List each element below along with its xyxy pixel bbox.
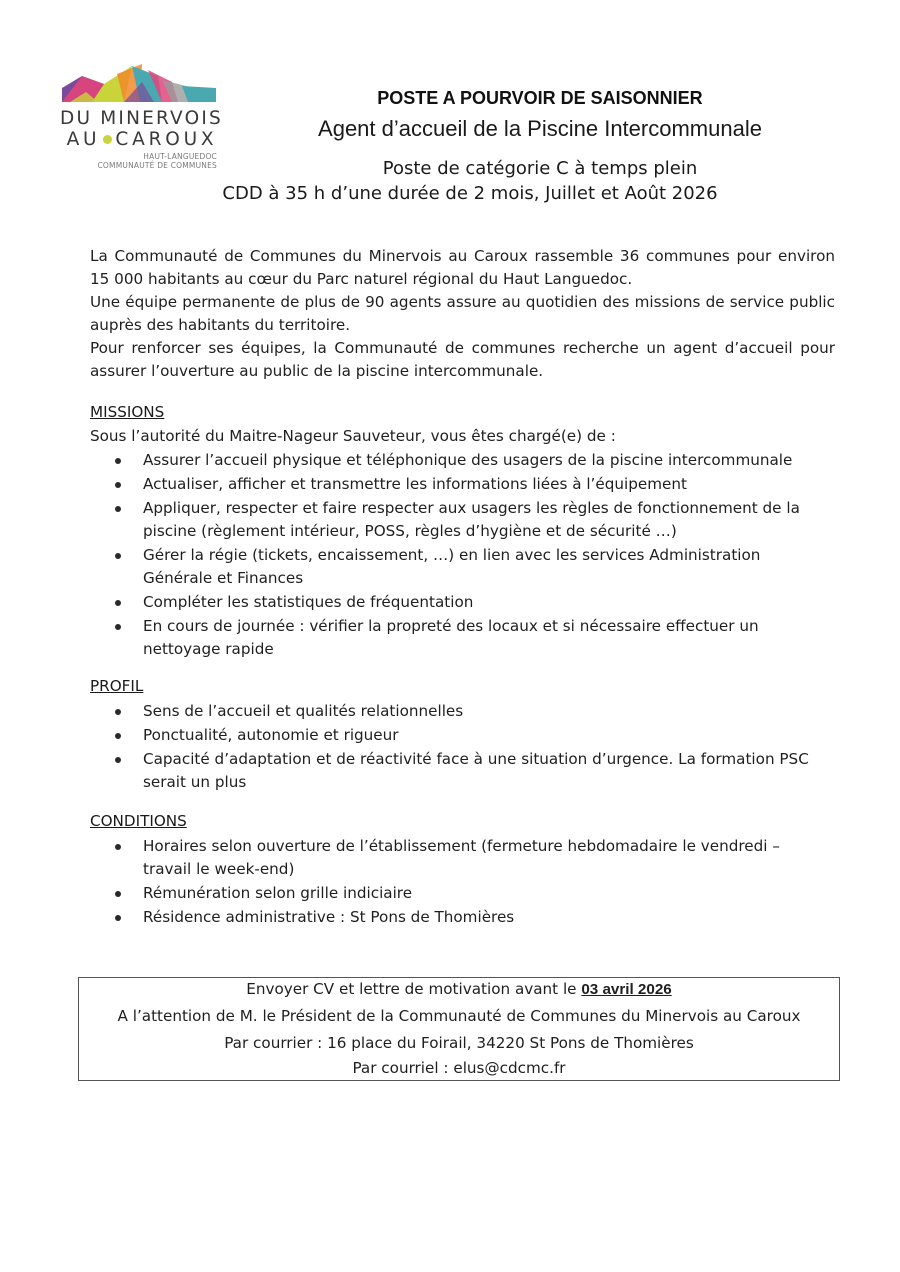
profil-list: [0, 700, 820, 795]
apply-deadline-prefix: Envoyer CV et lettre de motivation avant le: [246, 980, 577, 998]
conditions-heading: CONDITIONS: [90, 812, 187, 830]
bullet-icon: [115, 458, 121, 464]
list-item: Appliquer, respecter et faire respecter aux usagers les règles de fonctionnement de la piscine (règlement intérieur, POSS, règles d’hygiène et de sécurité …): [0, 497, 820, 543]
list-item: En cours de journée : vérifier la propreté des locaux et si nécessaire effectuer un nettoyage rapide: [0, 615, 820, 661]
application-box: [78, 977, 840, 1081]
apply-email[interactable]: Par courriel : elus@cdcmc.fr: [352, 1059, 566, 1077]
bullet-icon: [115, 733, 121, 739]
bullet-icon: [115, 506, 121, 512]
logo-subtitle-2: COMMUNAUTÉ DE COMMUNES: [97, 161, 217, 170]
list-item: Assurer l’accueil physique et téléphonique des usagers de la piscine intercommunale: [0, 449, 820, 472]
logo-line-2: [62, 129, 222, 150]
apply-deadline-date: 03 avril 2026: [581, 981, 672, 998]
job-title: Agent d’accueil de la Piscine Intercommunale: [318, 116, 762, 141]
list-item: Actualiser, afficher et transmettre les informations liées à l’équipement: [0, 473, 820, 496]
bullet-icon: [115, 553, 121, 559]
apply-postal-address: Par courrier : 16 place du Foirail, 34220 St Pons de Thomières: [224, 1034, 694, 1052]
logo-subtitle-1: HAUT-LANGUEDOC: [143, 152, 217, 161]
list-item: Résidence administrative : St Pons de Thomières: [0, 906, 820, 929]
page-title: POSTE A POURVOIR DE SAISONNIER: [377, 88, 703, 108]
intro-paragraph-2: Une équipe permanente de plus de 90 agents assure au quotidien des missions de service public auprès des habitants du territoire.: [90, 293, 835, 334]
logo-line-1: DU MINERVOIS: [60, 108, 223, 129]
bullet-icon: [115, 844, 121, 850]
bullet-icon: [115, 757, 121, 763]
list-item: Sens de l’accueil et qualités relationnelles: [0, 700, 820, 723]
list-item: Compléter les statistiques de fréquentation: [0, 591, 820, 614]
logo-mountains-graphic: [62, 62, 220, 104]
intro-paragraph-3: Pour renforcer ses équipes, la Communauté de communes recherche un agent d’accueil pour assurer l’ouverture au public de la piscine intercommunale.: [90, 339, 835, 380]
missions-lead: Sous l’autorité du Maitre-Nageur Sauveteur, vous êtes chargé(e) de :: [90, 427, 616, 445]
bullet-icon: [115, 915, 121, 921]
contract-details: CDD à 35 h d’une durée de 2 mois, Juillet et Août 2026: [222, 183, 718, 204]
conditions-list: [0, 835, 820, 930]
job-category: Poste de catégorie C à temps plein: [382, 158, 698, 179]
logo-line-2-left: AU: [66, 129, 101, 150]
list-item: Capacité d’adaptation et de réactivité face à une situation d’urgence. La formation PSC serait un plus: [0, 748, 820, 794]
bullet-icon: [115, 624, 121, 630]
bullet-icon: [115, 482, 121, 488]
list-item: Horaires selon ouverture de l’établissement (fermeture hebdomadaire le vendredi – travail le week-end): [0, 835, 820, 881]
apply-recipient: A l’attention de M. le Président de la Communauté de Communes du Minervois au Caroux: [117, 1007, 801, 1025]
logo-dot-icon: [103, 135, 112, 144]
logo-line-2-right: CAROUX: [115, 129, 218, 150]
apply-deadline-line: [79, 980, 839, 998]
list-item: Rémunération selon grille indiciaire: [0, 882, 820, 905]
profil-heading: PROFIL: [90, 677, 144, 695]
organization-logo: [60, 62, 225, 178]
bullet-icon: [115, 709, 121, 715]
intro-paragraph-1: La Communauté de Communes du Minervois au Caroux rassemble 36 communes pour environ 15 000 habitants au cœur du Parc naturel régional du Haut Languedoc.: [90, 247, 835, 288]
missions-heading: MISSIONS: [90, 403, 165, 421]
bullet-icon: [115, 600, 121, 606]
list-item: Ponctualité, autonomie et rigueur: [0, 724, 820, 747]
missions-list: [0, 449, 820, 662]
list-item: Gérer la régie (tickets, encaissement, …) en lien avec les services Administration Générale et Finances: [0, 544, 820, 590]
bullet-icon: [115, 891, 121, 897]
